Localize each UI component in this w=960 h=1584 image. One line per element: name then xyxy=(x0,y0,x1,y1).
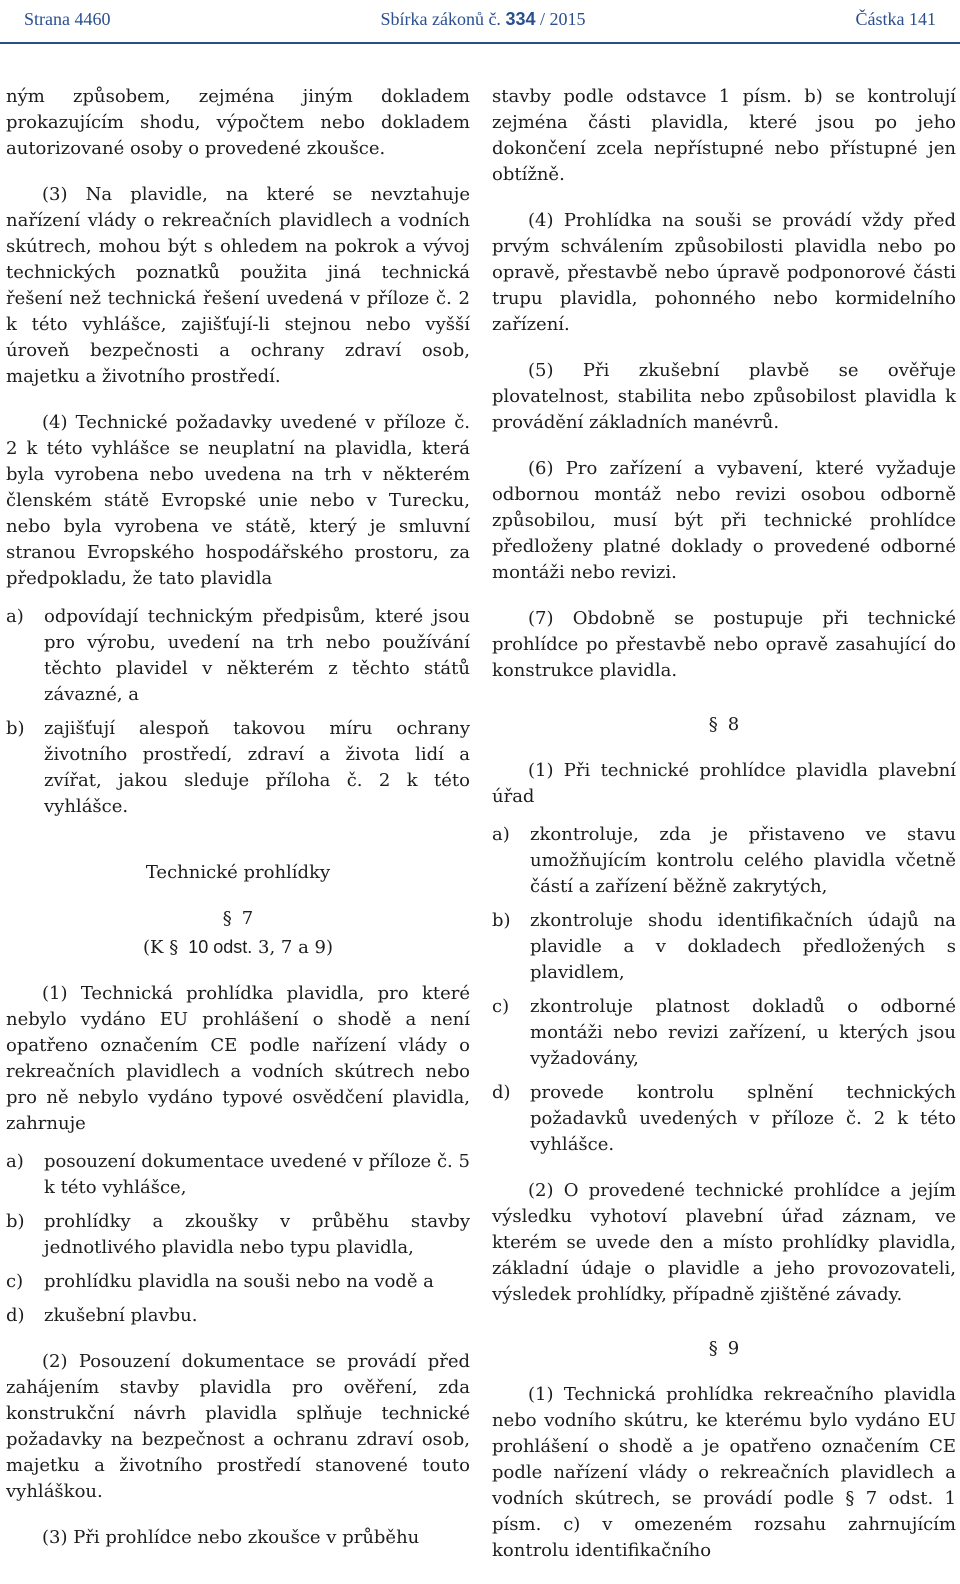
list-text: posouzení dokumentace uvedené v příloze č. 5 k této vyhlášce, xyxy=(44,1151,470,1198)
section-symbol: § xyxy=(708,714,718,735)
section-number xyxy=(6,906,470,932)
left-column xyxy=(6,84,470,1571)
collection-title xyxy=(380,9,585,30)
section-heading: Technické prohlídky xyxy=(145,862,331,883)
list-marker: a) xyxy=(6,606,24,627)
paragraph: (1) Technická prohlídka plavidla, pro které nebylo vydáno EU prohlášení o shodě a není opatřeno označením CE podle nařízení vlády o rekreačních plavidlech a vodních skútrech nebo pro ně nebylo vydáno typové osvědčení plavidla, zahrnuje xyxy=(6,983,470,1134)
paragraph: (1) Technická prohlídka rekreačního plavidla nebo vodního skútru, ke kterému bylo vydáno EU prohlášení o shodě a je opatřeno označením CE podle nařízení vlády o rekreačních plavidlech a vodních skútrech, se provádí podle § 7 odst. 1 písm. c) v omezeném rozsahu zahrnujícím kontrolu identifikačního xyxy=(492,1384,956,1561)
paragraph: (4) Technické požadavky uvedené v příloze č. 2 k této vyhlášce se neuplatní na plavidla, která byla vyrobena nebo uvedena na trh v některém členském státě Evropské unie nebo v Turecku, nebo byla vyrobena ve státě, který je smluvní stranou Evropského hospodářského prostoru, za předpokladu, že tato plavidla xyxy=(6,412,470,589)
list-item xyxy=(6,1303,470,1329)
reference-open: (K xyxy=(143,937,164,958)
list-marker: d) xyxy=(6,1305,25,1326)
section-num: 8 xyxy=(727,714,740,735)
reference-rest: 3, 7 a 9) xyxy=(258,937,333,958)
paragraph: ným způsobem, zejména jiným dokladem prokazujícím shodu, výpočtem nebo dokladem autorizované osoby o provedené zkoušce. xyxy=(6,86,470,159)
section-symbol: § xyxy=(708,1338,718,1359)
header-divider xyxy=(0,42,960,44)
list-text: prohlídky a zkoušky v průběhu stavby jednotlivého plavidla nebo typu plavidla, xyxy=(44,1211,470,1258)
paragraph: (4) Prohlídka na souši se provádí vždy před prvým schválením způsobilosti plavidla nebo po opravě, přestavbě nebo úpravě podponorové části trupu plavidla, pohonného nebo kormidelního zařízení. xyxy=(492,210,956,335)
paragraph: (6) Pro zařízení a vybavení, které vyžaduje odbornou montáž nebo revizi osobou odborně způsobilou, musí být při technické prohlídce předloženy platné doklady o provedené odborné montáži nebo revizi. xyxy=(492,458,956,583)
law-year: / 2015 xyxy=(539,8,586,29)
paragraph: (1) Při technické prohlídce plavidla plavební úřad xyxy=(492,760,956,807)
paragraph: (7) Obdobně se postupuje při technické prohlídce po přestavbě nebo opravě zasahující do konstrukce plavidla. xyxy=(492,608,956,681)
list-text: provede kontrolu splnění technických požadavků uvedených v příloze č. 2 k této vyhlášce. xyxy=(530,1082,956,1155)
list-marker: b) xyxy=(492,910,511,931)
reference-num: 10 odst. xyxy=(188,937,253,957)
list-marker: a) xyxy=(492,824,510,845)
list-marker: d) xyxy=(492,1082,511,1103)
list-item xyxy=(492,994,956,1072)
list-text: zkontroluje platnost dokladů o odborné montáži nebo revizi zařízení, u kterých jsou vyžadovány, xyxy=(530,996,956,1069)
paragraph: (2) O provedené technické prohlídce a jejím výsledku vyhotoví plavební úřad záznam, ve kterém se uvede den a místo prohlídky plavidla, základní údaje o plavidle a jeho provozovateli, výsledek prohlídky, případně zjištěné závady. xyxy=(492,1180,956,1305)
part-number: Částka 141 xyxy=(855,8,936,29)
page-number: Strana 4460 xyxy=(24,8,111,29)
list-item xyxy=(492,908,956,986)
list-marker: b) xyxy=(6,1211,25,1232)
list-text: prohlídku plavidla na souši nebo na vodě a xyxy=(44,1271,434,1292)
paragraph: (3) Na plavidle, na které se nevztahuje nařízení vlády o rekreačních plavidlech a vodních skútrech, mohou být s ohledem na pokrok a vývoj technických poznatků použita jiná technická řešení než technická řešení uvedená v příloze č. 2 k této vyhlášce, zajišťují-li stejnou nebo vyšší úroveň bezpečnosti a ochrany zdraví osob, majetku a životního prostředí. xyxy=(6,184,470,387)
list-item xyxy=(6,604,470,708)
collection-label: Sbírka zákonů č. xyxy=(380,8,501,29)
paragraph: (2) Posouzení dokumentace se provádí před zahájením stavby plavidla pro ověření, zda konstrukční návrh plavidla splňuje technické požadavky na bezpečnost a ochranu zdraví osob, majetku a životního prostředí stanovené touto vyhláškou. xyxy=(6,1351,470,1502)
list-item xyxy=(6,1209,470,1261)
paragraph: (3) Při prohlídce nebo zkoušce v průběhu xyxy=(42,1527,420,1548)
right-column xyxy=(492,84,956,1584)
list-text: zkušební plavbu. xyxy=(44,1305,198,1326)
list-text: zkontroluje shodu identifikačních údajů na plavidle a v dokladech předložených s plavidlem, xyxy=(530,910,956,983)
paragraph: (5) Při zkušební plavbě se ověřuje plovatelnost, stabilita nebo způsobilost plavidla k provádění základních manévrů. xyxy=(492,360,956,433)
section-reference xyxy=(6,934,470,961)
paragraph: stavby podle odstavce 1 písm. b) se kontrolují zejména části plavidla, které jsou po jeho dokončení zcela nepřístupné nebo přístupné jen obtížně. xyxy=(492,86,956,185)
list-marker: c) xyxy=(492,996,510,1017)
list-marker: c) xyxy=(6,1271,24,1292)
list-item xyxy=(6,1149,470,1201)
list-item xyxy=(6,716,470,820)
section-num: 9 xyxy=(727,1338,740,1359)
list-text: zkontroluje, zda je přistaveno ve stavu umožňujícím kontrolu celého plavidla včetně částí a zařízení běžně zakrytých, xyxy=(530,824,956,897)
law-number: 334 xyxy=(505,8,536,29)
page-header xyxy=(24,4,936,34)
section-num: 7 xyxy=(241,908,254,929)
list-item xyxy=(6,1269,470,1295)
section-number xyxy=(492,1336,956,1362)
list-item xyxy=(492,822,956,900)
list-marker: b) xyxy=(6,718,25,739)
section-symbol: § xyxy=(169,937,179,958)
section-symbol: § xyxy=(222,908,232,929)
list-text: odpovídají technickým předpisům, které jsou pro výrobu, uvedení na trh nebo používání těchto plavidel v některém z těchto států závazné, a xyxy=(44,606,470,705)
list-item xyxy=(492,1080,956,1158)
list-text: zajišťují alespoň takovou míru ochrany životního prostředí, zdraví a života lidí a zvířat, jakou sleduje příloha č. 2 k této vyhlášce. xyxy=(44,718,470,817)
list-marker: a) xyxy=(6,1151,24,1172)
section-number xyxy=(492,712,956,738)
